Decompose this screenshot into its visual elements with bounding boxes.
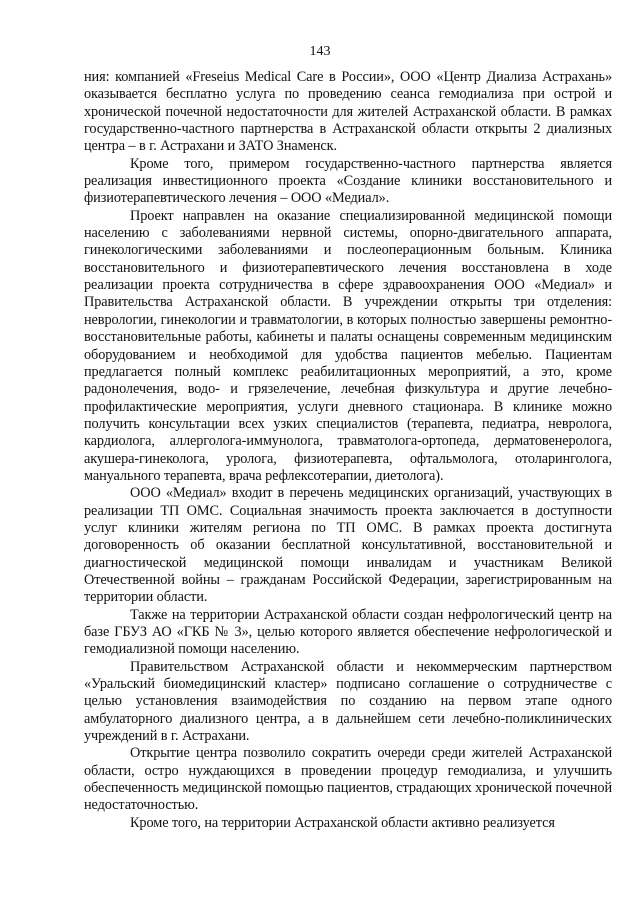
paragraph-2: Кроме того, примером государственно-частного партнерства является реализация инвестиционного проекта «Создание клиники восстановительного и физиотерапевтического лечения – ООО «Медиал».: [84, 155, 612, 207]
paragraph-1: ния: компанией «Freseius Medical Care в России», ООО «Центр Диализа Астрахань» оказывается бесплатно услуга по проведению сеанса гемодиализа при острой и хронической почечной недостаточности для жителей Астраханской области. В рамках государственно-частного партнерства в Астраханской области открыты 2 диализных центра – в г. Астрахани и ЗАТО Знаменск.: [84, 69, 612, 155]
paragraph-7: Открытие центра позволило сократить очереди среди жителей Астраханской области, остро нуждающихся в проведении процедур гемодиализа, и улучшить обеспеченность медицинской помощью пациентов, страдающих хронической почечной недостаточностью.: [84, 745, 612, 814]
paragraph-5: Также на территории Астраханской области создан нефрологический центр на базе ГБУЗ АО «ГКБ № 3», целью которого является обеспечение нефрологической и гемодиализной помощи населению.: [84, 606, 612, 658]
paragraph-3: Проект направлен на оказание специализированной медицинской помощи населению с заболеваниями нервной системы, опорно-двигательного аппарата, гинекологическими заболеваниями и послеоперационным больным. Клиника восстановительного и физиотерапевтического лечения восстановлена в ходе реализации проекта сотрудничества в сфере здравоохранения ООО «Медиал» и Правительства Астраханской области. В учреждении открыты три отделения: неврологии, гинекологии и травматологии, в которых полностью завершены ремонтно-восстановительные работы, кабинеты и палаты оснащены современным медицинским оборудованием и необходимой для удобства пациентов мебелью. Пациентам предлагается полный комплекс реабилитационных мероприятий, а это, кроме радонолечения, водо- и грязелечение, лечебная физкультура и другие лечебно-профилактические мероприятия, услуги дневного стационара. В клинике можно получить консультации всех узких специалистов (терапевта, педиатра, невролога, кардиолога, аллерголога-иммунолога, травматолога-ортопеда, дерматовенеролога, акушера-гинеколога, уролога, физиотерапевта, офтальмолога, отоларинголога, мануального терапевта, врача рефлексотерапии, диетолога).: [84, 207, 612, 484]
body-text: [84, 69, 612, 832]
paragraph-8: Кроме того, на территории Астраханской области активно реализуется: [130, 814, 555, 831]
page-number: 143: [309, 44, 331, 59]
paragraph-6: Правительством Астраханской области и некоммерческим партнерством «Уральский биомедицинский кластер» подписано соглашение о сотрудничестве с целью установления взаимодействия по созданию на первом этапе одного амбулаторного диализного центра, а в дальнейшем сети лечебно-поликлинических учреждений в г. Астрахани.: [84, 658, 612, 745]
paragraph-4: ООО «Медиал» входит в перечень медицинских организаций, участвующих в реализации ТП ОМС. Социальная значимость проекта заключается в доступности услуг клиники жителям региона по ТП ОМС. В рамках проекта достигнута договоренность об оказании бесплатной консультативной, восстановительной и диагностической медицинской помощи инвалидам и участникам Великой Отечественной войны – гражданам Российской Федерации, зарегистрированным на территории области.: [84, 485, 612, 606]
